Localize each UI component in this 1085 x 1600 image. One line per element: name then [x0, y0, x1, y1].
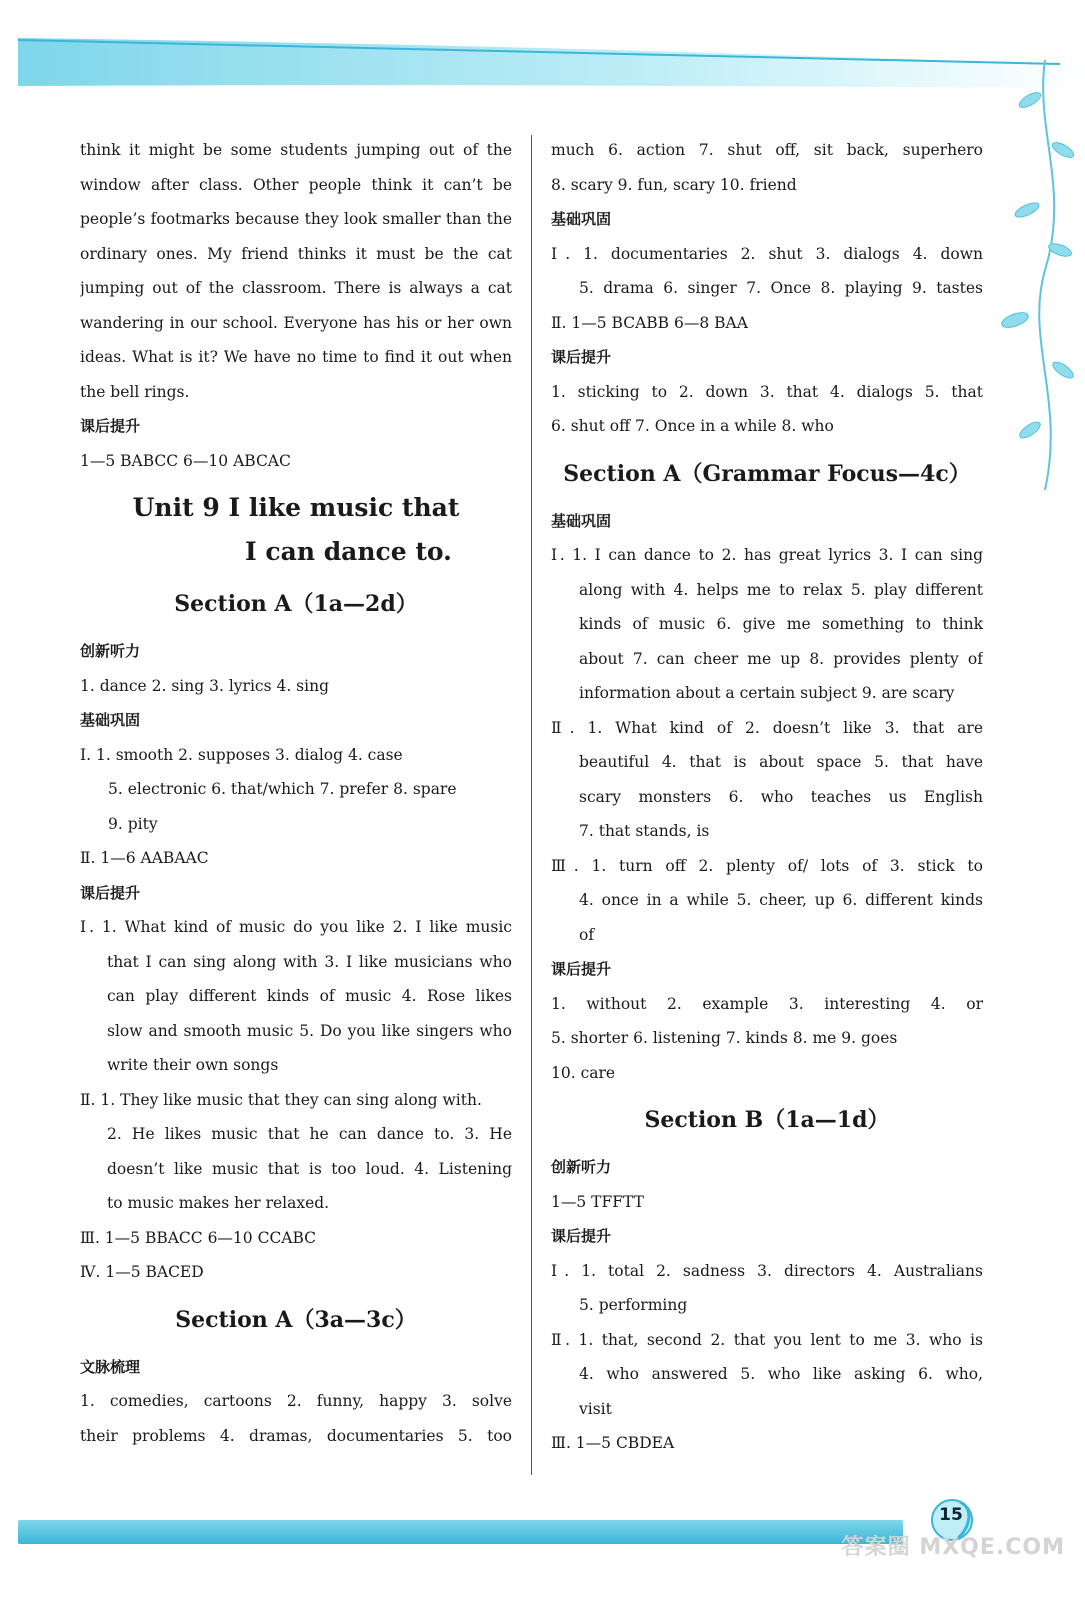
- answer-line: Ⅲ. 1—5 CBDEA: [551, 1434, 675, 1452]
- text-line: jumping out of the classroom. There is always a cat: [80, 279, 512, 297]
- text-line: window after class. Other people think it can’t be: [80, 175, 512, 194]
- section-label: 课后提升: [80, 417, 141, 435]
- section-label: 创新听力: [551, 1158, 612, 1176]
- answer-line: Ⅰ. 1. documentaries 2. shut 3. dialogs 4. down: [551, 244, 983, 263]
- text-line: wandering in our school. Everyone has his or her own: [80, 313, 512, 332]
- section-label: 课后提升: [551, 960, 612, 978]
- answer-line: Ⅱ. 1. What kind of 2. doesn’t like 3. that are: [551, 718, 983, 737]
- answer-line: write their own songs: [107, 1056, 279, 1074]
- answer-line: Ⅳ. 1—5 BACED: [80, 1263, 204, 1281]
- answer-line: that I can sing along with 3. I like musicians who: [107, 952, 512, 971]
- page-number: 15: [939, 1505, 963, 1525]
- answer-line: 10. care: [551, 1063, 616, 1082]
- watermark: 答案圈 MXQE.COM: [841, 1535, 1065, 1560]
- answer-line: Ⅱ. 1. They like music that they can sing along with.: [80, 1090, 482, 1109]
- text-line: people’s footmarks because they look smaller than the: [80, 210, 512, 228]
- answer-line: Ⅰ. 1. smooth 2. supposes 3. dialog 4. case: [80, 745, 403, 764]
- answer-line: 5. performing: [579, 1296, 688, 1314]
- answer-line: 9. pity: [108, 814, 158, 833]
- answer-line: Ⅱ. 1—5 BCABB 6—8 BAA: [551, 313, 748, 332]
- answer-line: 6. shut off 7. Once in a while 8. who: [551, 417, 834, 435]
- footer-band: [18, 1520, 903, 1544]
- answer-line: to music makes her relaxed.: [107, 1194, 330, 1212]
- answer-line: scary monsters 6. who teaches us English: [579, 787, 983, 806]
- answer-line: Ⅱ. 1. that, second 2. that you lent to me 3. who is: [551, 1330, 983, 1349]
- section-heading: Section A（3a—3c）: [175, 1306, 417, 1333]
- section-label: 基础巩固: [80, 711, 141, 729]
- section-label: 基础巩固: [551, 511, 612, 530]
- section-label: 课后提升: [551, 348, 612, 366]
- section-label: 课后提升: [551, 1227, 612, 1245]
- section-heading: Section B（1a—1d）: [644, 1107, 890, 1133]
- answer-line: doesn’t like music that is too loud. 4. Listening: [107, 1159, 512, 1178]
- answer-line: much 6. action 7. shut off, sit back, superhero: [551, 141, 983, 159]
- left-column: [80, 133, 512, 1453]
- text-line: the bell rings.: [80, 382, 190, 401]
- answer-line: 1. sticking to 2. down 3. that 4. dialogs 5. that: [551, 382, 983, 401]
- answer-line: visit: [579, 1399, 612, 1418]
- column-divider: [531, 135, 532, 1475]
- answer-line: Ⅰ. 1. total 2. sadness 3. directors 4. Australians: [551, 1261, 983, 1280]
- header-band: [0, 0, 1085, 120]
- answer-line: 5. drama 6. singer 7. Once 8. playing 9. tastes: [579, 279, 983, 297]
- answer-line: 5. electronic 6. that/which 7. prefer 8. spare: [108, 780, 457, 798]
- answer-line: 5. shorter 6. listening 7. kinds 8. me 9. goes: [551, 1029, 898, 1047]
- section-label: 课后提升: [80, 883, 141, 902]
- answer-line: Ⅰ. 1. I can dance to 2. has great lyrics 3. I can sing: [551, 546, 983, 564]
- answer-line: slow and smooth music 5. Do you like singers who: [107, 1021, 512, 1040]
- answer-line: 1. without 2. example 3. interesting 4. or: [551, 994, 983, 1013]
- answer-line: 7. that stands, is: [579, 822, 710, 840]
- answer-line: 1—5 BABCC 6—10 ABCAC: [80, 451, 291, 470]
- right-column: [551, 133, 983, 1461]
- unit-title: Unit 9 I like music that: [132, 493, 460, 522]
- answer-line: Ⅰ. 1. What kind of music do you like 2. I like music: [80, 918, 512, 936]
- answer-line: Ⅲ. 1. turn off 2. plenty of/ lots of 3. stick to: [551, 856, 983, 875]
- answer-line: information about a certain subject 9. are scary: [579, 684, 955, 702]
- section-label: 基础巩固: [551, 210, 612, 228]
- answer-line: beautiful 4. that is about space 5. that have: [579, 753, 983, 771]
- answer-line: 1—5 TFFTT: [551, 1192, 644, 1211]
- answer-line: Ⅲ. 1—5 BBACC 6—10 CCABC: [80, 1228, 317, 1247]
- answer-line: along with 4. helps me to relax 5. play different: [579, 580, 983, 599]
- answer-line: 4. once in a while 5. cheer, up 6. different kinds: [579, 891, 983, 909]
- answer-line: about 7. can cheer me up 8. provides plenty of: [579, 649, 983, 668]
- answer-line: of: [579, 925, 595, 944]
- text-line: ordinary ones. My friend thinks it must be the cat: [80, 244, 512, 263]
- answer-line: kinds of music 6. give me something to think: [579, 615, 983, 633]
- section-heading: Section A（1a—2d）: [174, 591, 418, 617]
- answer-line: 1. comedies, cartoons 2. funny, happy 3. solve: [80, 1392, 512, 1410]
- section-label: 创新听力: [80, 642, 141, 660]
- answer-line: their problems 4. dramas, documentaries 5. too: [80, 1426, 512, 1445]
- answer-line: 8. scary 9. fun, scary 10. friend: [551, 175, 797, 194]
- vine-decoration: [975, 40, 1085, 520]
- answer-line: 1. dance 2. sing 3. lyrics 4. sing: [80, 676, 329, 695]
- answer-line: can play different kinds of music 4. Rose likes: [107, 987, 512, 1005]
- section-heading: Section A（Grammar Focus—4c）: [563, 460, 971, 487]
- answer-line: 2. He likes music that he can dance to. 3. He: [107, 1125, 512, 1143]
- text-line: think it might be some students jumping out of the: [80, 141, 512, 159]
- answer-line: Ⅱ. 1—6 AABAAC: [80, 849, 209, 867]
- text-line: ideas. What is it? We have no time to find it out when: [80, 348, 512, 366]
- unit-title-line2: I can dance to.: [245, 537, 452, 566]
- section-label: 文脉梳理: [80, 1357, 141, 1376]
- answer-line: 4. who answered 5. who like asking 6. who,: [579, 1365, 983, 1383]
